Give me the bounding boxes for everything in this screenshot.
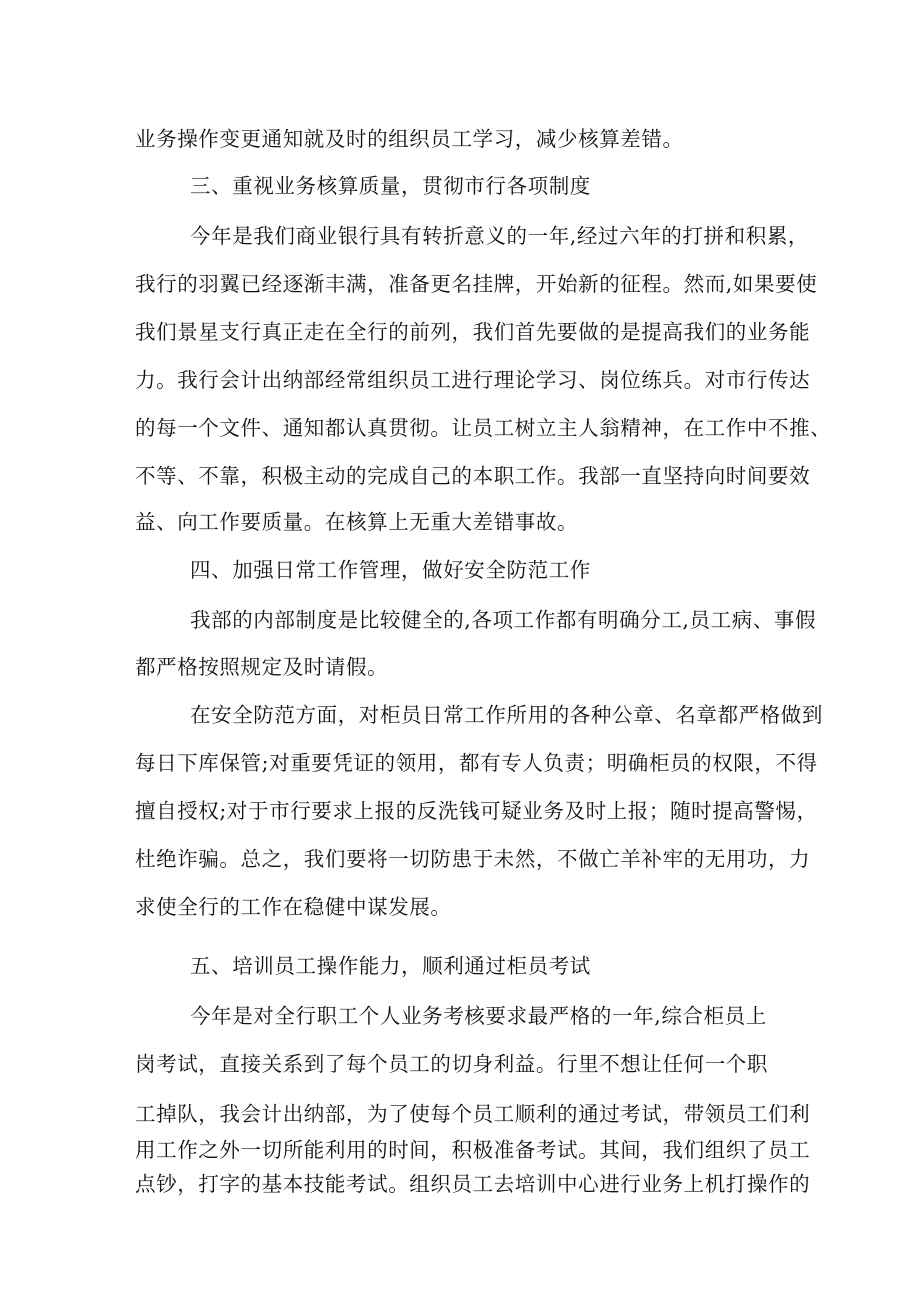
text-line: 用工作之外一切所能利用的时间，积极准备考试。其间，我们组织了员工: [135, 1138, 811, 1162]
text-line: 杜绝诈骗。总之，我们要将一切防患于未然，不做亡羊补牢的无用功，力: [135, 847, 811, 871]
text-line: 求使全行的工作在稳健中谋发展。: [135, 895, 452, 919]
text-line: 每日下库保管;对重要凭证的领用，都有专人负责；明确柜员的权限，不得: [135, 751, 818, 775]
text-line: 五、培训员工操作能力，顺利通过柜员考试: [190, 954, 591, 978]
text-line: 业务操作变更通知就及时的组织员工学习，减少核算差错。: [135, 127, 684, 151]
text-line: 点钞，打字的基本技能考试。组织员工去培训中心进行业务上机打操作的: [135, 1172, 811, 1196]
text-line: 工掉队，我会计出纳部，为了使每个员工顺利的通过考试，带领员工们利: [135, 1102, 811, 1126]
text-line: 岗考试，直接关系到了每个员工的切身利益。行里不想让任何一个职: [135, 1052, 768, 1076]
text-line: 四、加强日常工作管理，做好安全防范工作: [190, 558, 591, 582]
text-line: 我行的羽翼已经逐渐丰满，准备更名挂牌，开始新的征程。然而,如果要使: [135, 272, 818, 296]
text-line: 我们景星支行真正走在全行的前列，我们首先要做的是提高我们的业务能: [135, 320, 811, 344]
text-line: 三、重视业务核算质量，贯彻市行各项制度: [190, 174, 591, 198]
text-line: 我部的内部制度是比较健全的,各项工作都有明确分工,员工病、事假: [190, 608, 817, 632]
text-line: 今年是对全行职工个人业务考核要求最严格的一年,综合柜员上: [190, 1004, 767, 1028]
text-line: 不等、不靠，积极主动的完成自己的本职工作。我部一直坚持向时间要效: [135, 464, 811, 488]
text-line: 擅自授权;对于市行要求上报的反洗钱可疑业务及时上报；随时提高警惕，: [135, 799, 818, 823]
text-line: 的每一个文件、通知都认真贯彻。让员工树立主人翁精神，在工作中不推、: [135, 416, 832, 440]
text-line: 益、向工作要质量。在核算上无重大差错事故。: [135, 510, 579, 534]
text-line: 今年是我们商业银行具有转折意义的一年,经过六年的打拼和积累，: [190, 224, 810, 248]
text-line: 力。我行会计出纳部经常组织员工进行理论学习、岗位练兵。对市行传达: [135, 368, 811, 392]
text-line: 都严格按照规定及时请假。: [135, 655, 389, 679]
text-line: 在安全防范方面，对柜员日常工作所用的各种公章、名章都严格做到: [190, 703, 823, 727]
